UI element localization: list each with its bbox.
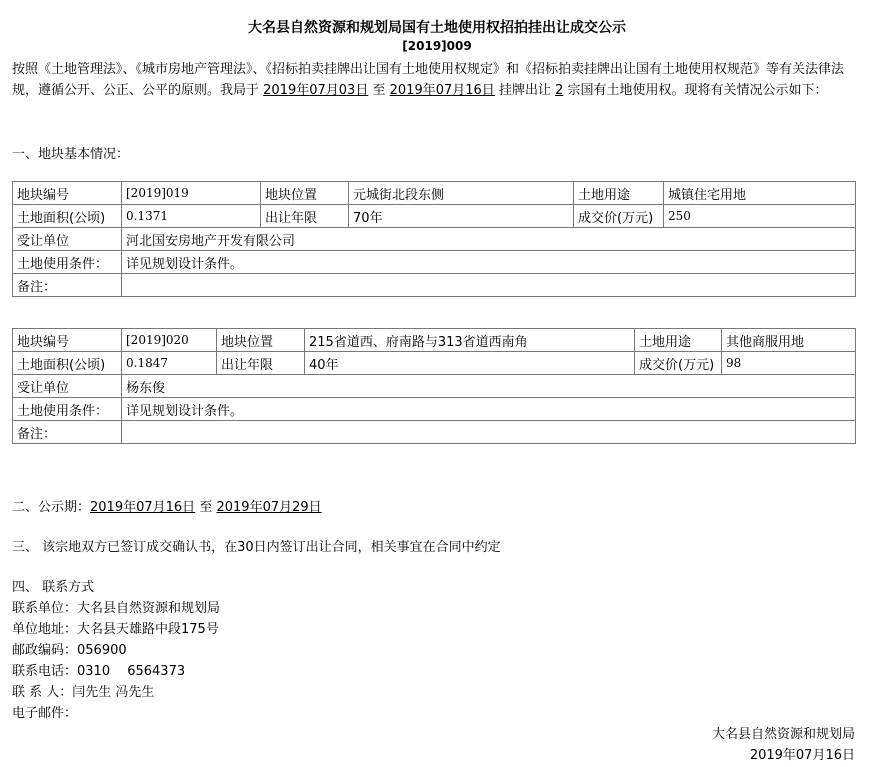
term-label: 出让年限 (261, 205, 349, 228)
location-value: 215省道西、府南路与313省道西南角 (305, 329, 635, 352)
remarks-label: 备注： (13, 274, 122, 297)
table-row (13, 375, 856, 398)
remarks-value (122, 421, 856, 444)
parcel-no-label: 地块编号 (13, 182, 122, 205)
term-value: 40年 (305, 352, 635, 375)
conditions-value: 详见规划设计条件。 (122, 251, 856, 274)
table-row (13, 398, 856, 421)
parcel-table-2 (12, 328, 856, 444)
signature-date: 2019年07月16日 (749, 748, 855, 763)
grantee-value: 河北国安房地产开发有限公司 (122, 228, 856, 251)
publicity-separator: 至 (199, 500, 213, 515)
area-value: 0.1847 (122, 352, 217, 375)
usage-label: 土地用途 (574, 182, 664, 205)
parcel-no-label: 地块编号 (13, 329, 122, 352)
table-row (13, 421, 856, 444)
location-value: 元城街北段东侧 (349, 182, 574, 205)
grantee-label: 受让单位 (13, 375, 122, 398)
location-label: 地块位置 (217, 329, 305, 352)
intro-paragraph (12, 59, 862, 101)
remarks-label: 备注： (13, 421, 122, 444)
usage-value: 城镇住宅用地 (664, 182, 856, 205)
parcel-no-value: [2019]020 (122, 329, 217, 352)
remarks-value (122, 274, 856, 297)
contact-person: 联 系 人：闫先生 冯先生 (12, 685, 155, 700)
table-row (13, 251, 856, 274)
contact-email: 电子邮件： (12, 706, 78, 721)
page-title: 大名县自然资源和规划局国有土地使用权招拍挂出让成交公示 (248, 20, 626, 36)
contact-postcode: 邮政编码：056900 (12, 643, 127, 658)
publicity-start-date: 2019年07月16日 (90, 500, 196, 515)
listing-start-date: 2019年07月03日 (263, 83, 369, 98)
grantee-value: 杨东俊 (122, 375, 856, 398)
term-label: 出让年限 (217, 352, 305, 375)
parcel-no-value: [2019]019 (122, 182, 261, 205)
price-value: 250 (664, 205, 856, 228)
area-label: 土地面积(公顷) (13, 205, 122, 228)
table-row (13, 329, 856, 352)
intro-text-3: 挂牌出让 (498, 83, 551, 98)
intro-text-1: 按照《土地管理法》、《城市房地产管理法》、《招标拍卖挂牌出让国有土地使用权规定》和《招标拍卖挂牌出让国有土地使用权规范》等有关法律法规，遵循公开、公正、公平的原则。我局于 (12, 62, 845, 98)
parcel-table-1 (12, 181, 856, 297)
signature-org: 大名县自然资源和规划局 (711, 727, 855, 742)
term-value: 70年 (349, 205, 574, 228)
contact-address: 单位地址：大名县天雄路中段175号 (12, 622, 219, 637)
section-1-heading: 一、地块基本情况： (12, 147, 130, 162)
price-label: 成交价(万元) (635, 352, 722, 375)
table-row (13, 228, 856, 251)
table-row (13, 205, 856, 228)
listing-end-date: 2019年07月16日 (389, 83, 495, 98)
conditions-label: 土地使用条件： (13, 398, 122, 421)
section-2-publicity-period (12, 496, 322, 515)
contact-unit: 联系单位：大名县自然资源和规划局 (12, 601, 221, 616)
parcel-count: 2 (555, 83, 564, 98)
publicity-end-date: 2019年07月29日 (216, 500, 322, 515)
location-label: 地块位置 (261, 182, 349, 205)
table-row (13, 274, 856, 297)
intro-text-2: 至 (372, 83, 386, 98)
section-3-text: 三、 该宗地双方已签订成交确认书，在30日内签订出让合同，相关事宜在合同中约定 (12, 540, 501, 555)
conditions-label: 土地使用条件： (13, 251, 122, 274)
usage-label: 土地用途 (635, 329, 722, 352)
grantee-label: 受让单位 (13, 228, 122, 251)
usage-value: 其他商服用地 (722, 329, 856, 352)
area-value: 0.1371 (122, 205, 261, 228)
conditions-value: 详见规划设计条件。 (122, 398, 856, 421)
area-label: 土地面积(公顷) (13, 352, 122, 375)
publicity-label: 二、公示期： (12, 500, 91, 515)
price-value: 98 (722, 352, 856, 375)
intro-text-4: 宗国有土地使用权。现将有关情况公示如下： (567, 83, 828, 98)
contact-phone: 联系电话：0310 6564373 (12, 664, 186, 679)
section-4-heading: 四、 联系方式 (12, 580, 95, 595)
price-label: 成交价(万元) (574, 205, 664, 228)
table-row (13, 182, 856, 205)
table-row (13, 352, 856, 375)
document-number: [2019]009 (402, 39, 472, 53)
